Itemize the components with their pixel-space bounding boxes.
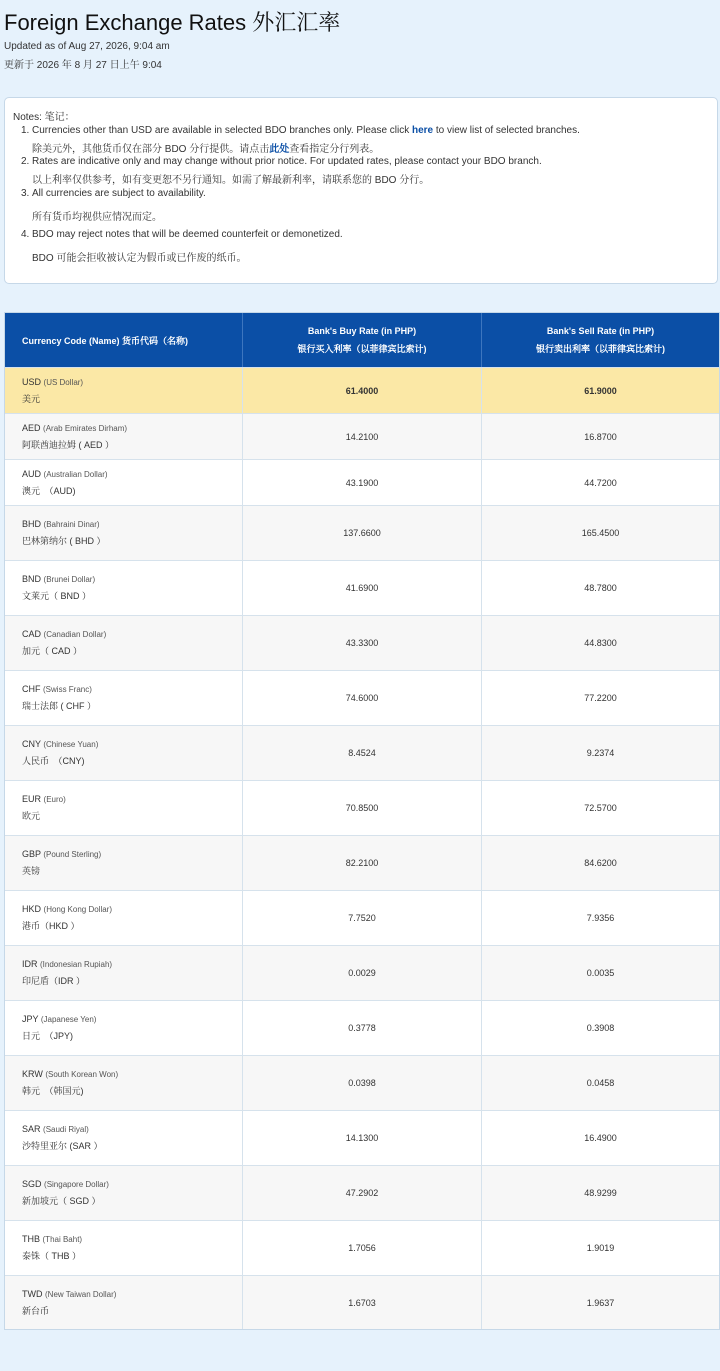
currency-cell: [5, 1166, 243, 1220]
note-2-number: 2.: [21, 156, 30, 167]
currency-code: AUD: [22, 468, 42, 479]
table-row: [5, 1275, 719, 1329]
currency-name-cn: 泰铢（ THB ）: [22, 1251, 82, 1261]
buy-rate: 41.6900: [243, 561, 482, 615]
currency-name-cn: 文莱元（ BND ）: [22, 591, 92, 601]
currency-name: (Pound Sterling): [43, 850, 102, 859]
note-1-cn-text-end: 查看指定分行列表。: [289, 144, 380, 155]
sell-rate: 1.9019: [586, 1243, 615, 1253]
table-row: [5, 459, 719, 505]
updated-timestamp-cn: 更新于 2026 年 8 月 27 日上午 9:04: [4, 60, 162, 71]
buy-rate: 0.3778: [243, 1001, 482, 1055]
sell-rate: 0.0458: [586, 1078, 615, 1088]
currency-code-line: [22, 574, 95, 584]
currency-code: TWD: [22, 1288, 43, 1299]
currency-cell: [5, 368, 243, 413]
currency-name: (Swiss Franc): [43, 685, 92, 694]
currency-name: (Bahraini Dinar): [43, 520, 100, 529]
buy-rate: 70.8500: [243, 781, 482, 835]
currency-name-cn: 沙特里亚尔 (SAR ）: [22, 1141, 103, 1151]
currency-cell: [5, 781, 243, 835]
table-row: [5, 1165, 719, 1220]
sell-rate: 0.0035: [586, 968, 615, 978]
table-row: [5, 835, 719, 890]
sell-rate: 48.7800: [584, 583, 617, 593]
buy-rate: 14.2100: [243, 414, 482, 459]
currency-name-cn: 美元: [22, 393, 41, 404]
notes-panel: [4, 97, 718, 284]
buy-rate: 137.6600: [243, 506, 482, 560]
currency-code-line: [22, 469, 108, 479]
currency-cell: [5, 561, 243, 615]
currency-cell: [5, 1001, 243, 1055]
currency-name: (Indonesian Rupiah): [40, 960, 113, 969]
table-row: [5, 1000, 719, 1055]
note-2-cn: 以上利率仅供参考，如有变更恕不另行通知。如需了解最新利率，请联系您的 BDO 分行。: [32, 175, 430, 186]
currency-code-line: [22, 1069, 118, 1079]
header-sell-rate-cn: 银行卖出利率（以菲律宾比索计): [536, 343, 665, 354]
currency-code: IDR: [22, 959, 38, 969]
note-2-en: Rates are indicative only and may change without prior notice. For updated rates, please contact your BDO branch.: [32, 156, 542, 167]
currency-name: (Canadian Dollar): [43, 630, 107, 639]
currency-name-cn: 新台币: [22, 1305, 50, 1316]
table-row: [5, 725, 719, 780]
sell-rate: 72.5700: [584, 803, 617, 813]
header-sell-rate: [482, 313, 719, 367]
sell-rate: 0.3908: [586, 1023, 615, 1033]
currency-cell: [5, 506, 243, 560]
currency-code: CNY: [22, 739, 41, 749]
sell-rate: 1.9637: [586, 1297, 615, 1308]
sell-rate: 165.4500: [581, 528, 620, 538]
currency-name-cn: 巴林第纳尔 ( BHD ）: [22, 536, 106, 546]
buy-rate: 7.7520: [243, 891, 482, 945]
currency-code-line: [22, 1124, 89, 1134]
currency-name-cn: 日元 （JPY): [22, 1031, 74, 1041]
table-row: [5, 505, 719, 560]
table-row: [5, 367, 719, 413]
currency-cell: [5, 1111, 243, 1165]
header-buy-rate-cn: 银行买入利率（以菲律宾比索计): [297, 343, 427, 354]
currency-code-line: [22, 1179, 109, 1189]
header-sell-rate-en: Bank's Sell Rate (in PHP): [546, 325, 655, 336]
currency-code-line: [22, 959, 112, 969]
currency-code: THB: [22, 1234, 40, 1244]
note-4-cn: BDO 可能会拒收被认定为假币或已作废的纸币。: [32, 253, 247, 264]
table-row: [5, 945, 719, 1000]
note-1-en: [32, 125, 580, 136]
header-buy-rate: [243, 313, 482, 367]
currency-name-cn: 澳元 （AUD): [22, 485, 76, 496]
currency-code: BHD: [22, 519, 42, 529]
buy-rate: 14.1300: [243, 1111, 482, 1165]
currency-code: AED: [22, 422, 41, 433]
updated-timestamp-en: Updated as of Aug 27, 2026, 9:04 am: [4, 41, 170, 52]
currency-cell: [5, 414, 243, 459]
currency-code-line: [22, 849, 101, 859]
note-1-en-text: Currencies other than USD are available in selected BDO branches only. Please click: [32, 125, 412, 136]
table-row: [5, 1220, 719, 1275]
sell-rate: 77.2200: [584, 693, 617, 703]
currency-code-line: [22, 904, 112, 914]
currency-name-cn: 新加坡元（ SGD ）: [22, 1196, 101, 1206]
header-buy-rate-en: Bank's Buy Rate (in PHP): [307, 325, 417, 336]
currency-cell: [5, 1221, 243, 1275]
sell-rate: 44.8300: [584, 638, 617, 648]
rates-table: [4, 312, 720, 1330]
currency-code-line: [22, 423, 127, 433]
buy-rate: 43.1900: [243, 460, 482, 505]
header-currency-code: Currency Code (Name) 货币代码（名称): [5, 313, 243, 367]
buy-rate: 43.3300: [243, 616, 482, 670]
sell-rate: 44.7200: [584, 477, 617, 488]
currency-name: (US Dollar): [43, 377, 84, 387]
currency-code-line: [22, 739, 98, 749]
currency-name-cn: 加元（ CAD ）: [22, 646, 83, 656]
currency-name: (Arab Emirates Dirham): [43, 423, 128, 433]
currency-cell: [5, 726, 243, 780]
currency-code: EUR: [22, 794, 42, 804]
currency-name: (Brunei Dollar): [43, 575, 96, 584]
sell-rate: 61.9000: [584, 385, 617, 396]
currency-name-cn: 欧元: [22, 811, 41, 821]
currency-name: (Saudi Riyal): [43, 1125, 89, 1134]
buy-rate: 61.4000: [243, 368, 482, 413]
currency-code: GBP: [22, 849, 41, 859]
note-4-en: BDO may reject notes that will be deemed counterfeit or demonetized.: [32, 229, 343, 240]
sell-rate: 84.6200: [584, 858, 617, 868]
sell-rate: 48.9299: [584, 1188, 617, 1198]
currency-code: JPY: [22, 1014, 39, 1024]
note-1-cn-text: 除美元外，其他货币仅在部分 BDO 分行提供。请点击: [32, 144, 270, 155]
branches-link-cn[interactable]: 此处: [269, 144, 290, 155]
buy-rate: 82.2100: [243, 836, 482, 890]
currency-code: KRW: [22, 1069, 43, 1079]
currency-name: (Chinese Yuan): [43, 740, 99, 749]
currency-cell: [5, 1276, 243, 1329]
currency-code: SGD: [22, 1179, 42, 1189]
currency-name-cn: 韩元 （韩国元): [22, 1086, 84, 1096]
notes-title: Notes: 笔记：: [13, 112, 75, 123]
currency-name-cn: 阿联酋迪拉姆 ( AED ）: [22, 439, 115, 450]
buy-rate: 47.2902: [243, 1166, 482, 1220]
currency-code: SAR: [22, 1124, 41, 1134]
currency-code-line: [22, 1014, 96, 1024]
table-row: [5, 413, 719, 459]
table-row: [5, 890, 719, 945]
table-row: [5, 780, 719, 835]
sell-rate: 16.4900: [584, 1133, 617, 1143]
currency-name-cn: 印尼盾（IDR ）: [22, 976, 86, 986]
currency-cell: [5, 671, 243, 725]
currency-cell: [5, 1056, 243, 1110]
currency-name-cn: 港币（HKD ）: [22, 921, 80, 931]
note-1-en-text-end: to view list of selected branches.: [433, 125, 580, 136]
buy-rate: 8.4524: [243, 726, 482, 780]
table-row: [5, 1110, 719, 1165]
table-row: [5, 1055, 719, 1110]
currency-code-line: [22, 1289, 116, 1299]
buy-rate: 1.6703: [243, 1276, 482, 1329]
currency-code-line: [22, 1234, 82, 1244]
currency-code: USD: [22, 376, 42, 387]
page-title: Foreign Exchange Rates 外汇汇率: [4, 10, 341, 35]
currency-cell: [5, 946, 243, 1000]
buy-rate: 1.7056: [243, 1221, 482, 1275]
sell-rate: 9.2374: [586, 748, 615, 758]
table-row: [5, 560, 719, 615]
table-header: [5, 313, 719, 367]
currency-cell: [5, 891, 243, 945]
currency-name-cn: 人民币 （CNY): [22, 756, 85, 766]
branches-link-en[interactable]: here: [412, 125, 434, 136]
table-body: [5, 367, 719, 1329]
currency-code: CHF: [22, 684, 41, 694]
currency-name: (South Korean Won): [45, 1070, 119, 1079]
currency-code-line: [22, 794, 66, 804]
note-1-cn: [32, 140, 379, 155]
currency-cell: [5, 616, 243, 670]
buy-rate: 0.0029: [243, 946, 482, 1000]
buy-rate: 0.0398: [243, 1056, 482, 1110]
note-3-en: All currencies are subject to availability.: [32, 188, 206, 199]
currency-code-line: [22, 684, 92, 694]
sell-rate: 7.9356: [586, 913, 615, 923]
currency-code-line: [22, 377, 83, 387]
buy-rate: 74.6000: [243, 671, 482, 725]
currency-name: (Thai Baht): [42, 1235, 83, 1244]
note-3-number: 3.: [21, 188, 30, 199]
currency-name-cn: 瑞士法郎 ( CHF ）: [22, 701, 96, 711]
sell-rate: 16.8700: [584, 431, 617, 442]
currency-name: (Japanese Yen): [40, 1015, 97, 1024]
currency-name: (Euro): [43, 795, 66, 804]
currency-code-line: [22, 629, 106, 639]
table-row: [5, 615, 719, 670]
currency-code: CAD: [22, 629, 42, 639]
currency-code: BND: [22, 574, 42, 584]
currency-name: (Hong Kong Dollar): [43, 905, 113, 914]
currency-name: (Singapore Dollar): [44, 1180, 109, 1189]
currency-name-cn: 英镑: [22, 866, 41, 876]
note-4-number: 4.: [21, 229, 30, 240]
currency-code: HKD: [22, 904, 42, 914]
currency-cell: [5, 460, 243, 505]
currency-name: (Australian Dollar): [43, 469, 108, 479]
note-3-cn: 所有货币均视供应情况而定。: [32, 212, 162, 223]
currency-cell: [5, 836, 243, 890]
currency-code-line: [22, 519, 100, 529]
note-1-number: 1.: [21, 125, 30, 136]
table-row: [5, 670, 719, 725]
currency-name: (New Taiwan Dollar): [45, 1289, 117, 1299]
